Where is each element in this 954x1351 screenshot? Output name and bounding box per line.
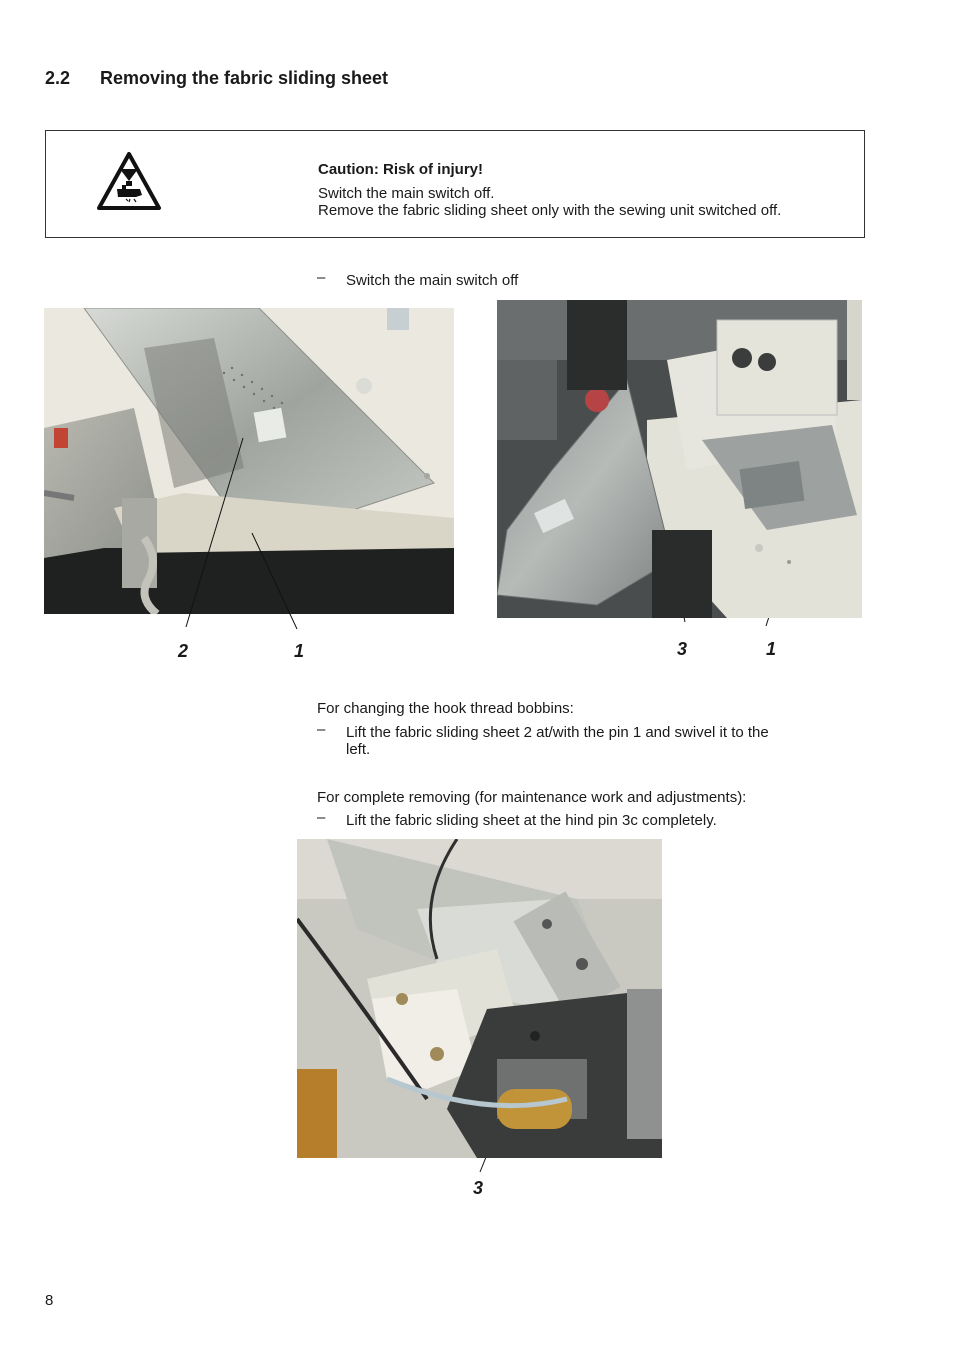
dash-bullet: – xyxy=(317,809,326,826)
figure1-callout-1: 1 xyxy=(294,641,305,661)
bobbins-step-line-1: Lift the fabric sliding sheet 2 at/with the pin 1 and swivel it to the xyxy=(346,724,769,741)
photo-sliding-sheet-swivelled xyxy=(497,300,862,618)
removal-intro: For complete removing (for maintenance work and adjustments): xyxy=(317,789,747,806)
section-number: 2.2 xyxy=(45,68,71,88)
bobbins-step-line-2: left. xyxy=(346,741,371,758)
dash-bullet: – xyxy=(317,721,326,738)
figure2-callout-3: 3 xyxy=(677,639,688,659)
photo-hind-pin-closeup xyxy=(297,839,662,1158)
bobbins-step xyxy=(317,721,847,764)
bobbins-intro: For changing the hook thread bobbins: xyxy=(317,700,574,717)
step-text: Switch the main switch off xyxy=(346,272,519,289)
figure1-callout-2: 2 xyxy=(178,641,189,661)
caution-title: Caution: Risk of injury! xyxy=(318,161,483,178)
dash-bullet: – xyxy=(317,269,326,286)
page-number: 8 xyxy=(45,1292,54,1309)
figure3-callout-3: 3 xyxy=(473,1178,484,1198)
caution-line-1: Switch the main switch off. xyxy=(318,185,495,202)
caution-line-2: Remove the fabric sliding sheet only with the sewing unit switched off. xyxy=(318,202,782,219)
section-title: Removing the fabric sliding sheet xyxy=(100,68,389,88)
figure2-callout-1: 1 xyxy=(766,639,777,659)
removal-step xyxy=(317,809,847,832)
removal-step-text: Lift the fabric sliding sheet at the hind pin 3c completely. xyxy=(346,812,717,829)
